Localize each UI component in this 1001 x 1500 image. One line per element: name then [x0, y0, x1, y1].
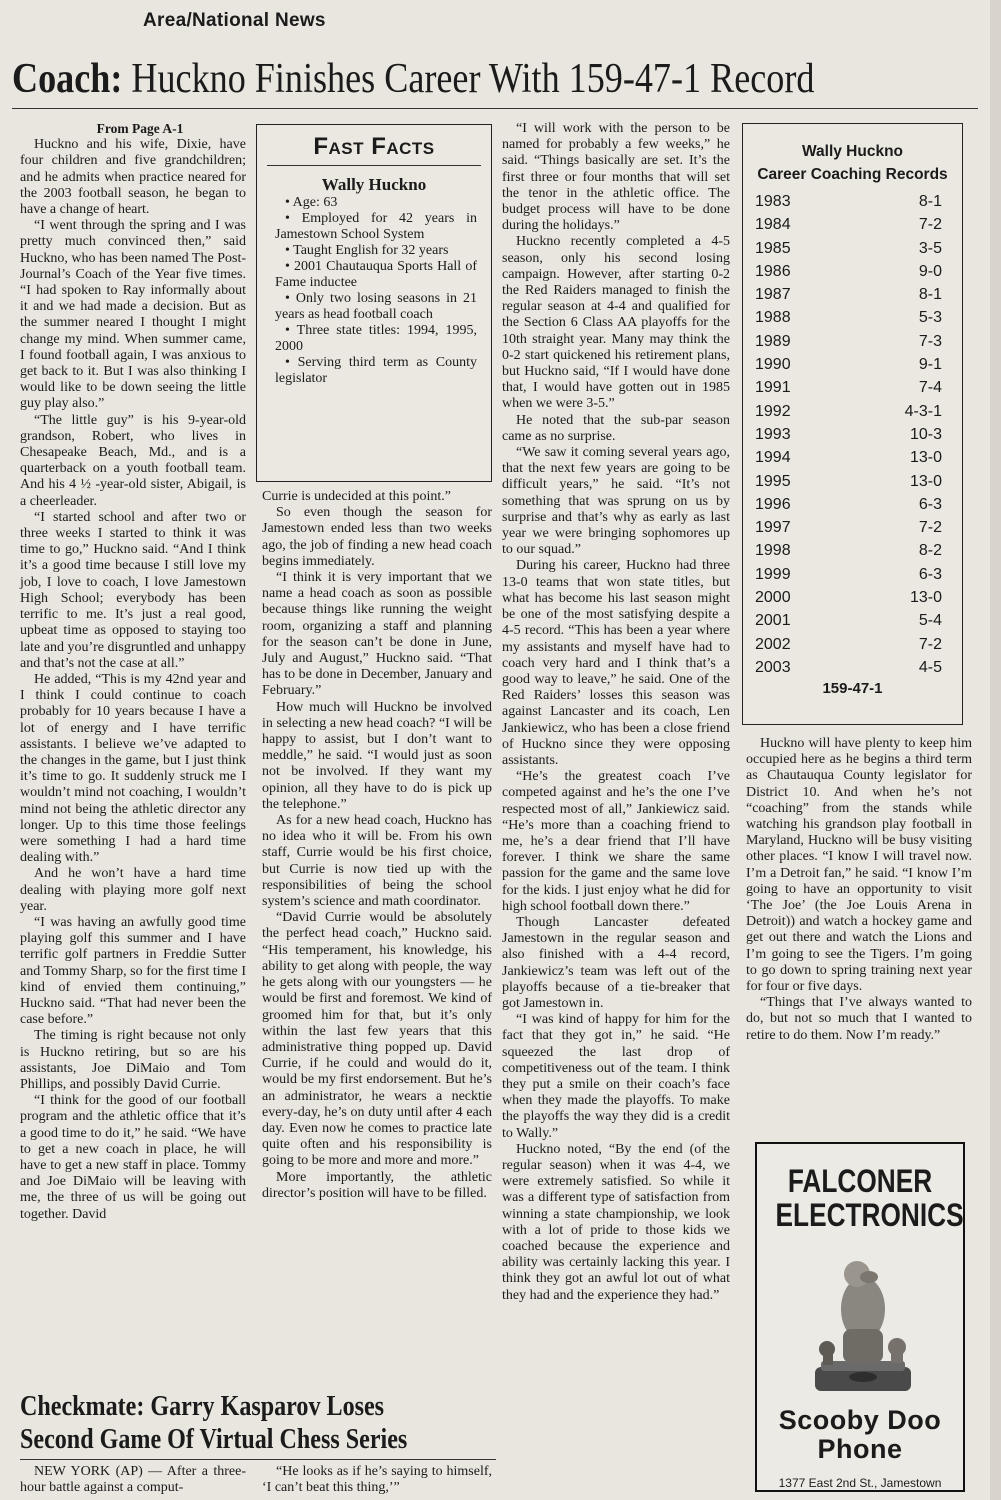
record-row — [755, 540, 942, 563]
fast-facts-list — [275, 195, 477, 387]
ad-company-line-2: ELECTRONICS — [775, 1197, 964, 1233]
paragraph: “I went through the spring and I was pretty much convinced then,” said Huckno, who has been named The Post-Journal’s Coach of the Year five times. “I had spoken to Ray informally about it and we had made a decision. But as the summer neared I thought I might change my mind. When summer came, I found football again, I was anxious to get back to it. But I was also thinking I would like to be down seeing the little guy play also.” — [20, 218, 246, 412]
record-value: 13-0 — [909, 589, 942, 607]
record-year: 1990 — [755, 356, 791, 374]
record-row — [755, 634, 942, 657]
record-value: 8-1 — [918, 286, 942, 304]
record-year: 1984 — [755, 216, 791, 234]
record-row — [755, 657, 942, 680]
fast-facts-rule — [267, 165, 481, 166]
record-row — [755, 261, 942, 284]
article-column-3 — [502, 121, 730, 1304]
fast-facts-title: Fast Facts — [313, 133, 435, 160]
paragraph: The timing is right because not only is Huckno retiring, but so are his assistants, Joe DiMaio and Tom Phillips, and possibly David Currie. — [20, 1028, 246, 1092]
from-page-label: From Page A-1 — [96, 121, 184, 136]
record-row — [755, 238, 942, 261]
ad-product-line-1: Scooby Doo — [778, 1405, 942, 1435]
paragraph: Huckno recently completed a 4-5 season, only his second losing campaign. However, after starting 0-2 the Red Raiders managed to finish the regular season at 4-4 and qualified for the Section 6 Class AA playoffs for the 10th straight year. Many may think the 0-2 start quickened his retirement plans, but Huckno said, “If I would have done that, I would have gotten out in 1985 when we were 3-5.” — [502, 234, 730, 412]
fast-fact-item: • 2001 Chautauqua Sports Hall of Fame inductee — [275, 259, 477, 290]
record-value: 9-1 — [918, 356, 942, 374]
paragraph: “Things that I’ve always wanted to do, but not so much that I wanted to retire to do them. Now I’m ready.” — [746, 995, 972, 1043]
falconer-electronics-ad — [755, 1142, 965, 1492]
record-year: 1983 — [755, 193, 791, 210]
record-row — [755, 494, 942, 517]
paragraph: NEW YORK (AP) — After a three-hour battle against a comput- — [20, 1464, 246, 1496]
record-row — [755, 284, 942, 307]
scooby-doo-phone-image — [807, 1249, 919, 1399]
career-records-box — [742, 123, 963, 725]
second-story-rule — [20, 1459, 496, 1460]
record-row — [755, 564, 942, 587]
paragraph: And he won’t have a hard time dealing with playing more golf next year. — [20, 866, 246, 914]
record-year: 1988 — [755, 309, 791, 327]
headline — [12, 56, 855, 102]
ad-product-line-2: Phone — [817, 1434, 903, 1464]
headline-rule — [12, 108, 978, 109]
record-year: 2002 — [755, 635, 791, 653]
record-value: 4-5 — [918, 658, 942, 676]
record-year: 2000 — [755, 589, 791, 607]
paragraph: Huckno and his wife, Dixie, have four children and five grandchildren; and he admits when practice neared for the 2003 football season, he began to have a change of heart. — [20, 137, 246, 218]
record-value: 3-5 — [918, 239, 942, 257]
record-value: 8-1 — [918, 193, 942, 210]
second-story-headline — [20, 1390, 433, 1456]
second-headline-line-1: Checkmate: Garry Kasparov Loses — [20, 1391, 385, 1422]
record-year: 1987 — [755, 286, 791, 304]
paragraph: Huckno will have plenty to keep him occupied here as he begins a third term as Chautauqua County legislator for District 10. And when he’s not “coaching” from the stands while watching his grandson play football in Maryland, Huckno will be busy visiting other places. “I know I will travel now. I’m a Detroit fan,” he said. “I know I’m going to have an opportunity to visit ‘The Joe’ (the Joe Louis Arena in Detroit)) and watch a hockey game and get out there and watch the Lions and I’m going to see the Tigers. I’m going to go down to spring training next year for four or five days. — [746, 736, 972, 995]
section-label: Area/National News — [143, 10, 326, 31]
fast-fact-item: • Serving third term as County legislator — [275, 355, 477, 386]
record-year: 1997 — [755, 519, 791, 537]
record-row — [755, 354, 942, 377]
record-year: 1995 — [755, 472, 791, 490]
paragraph: He added, “This is my 42nd year and I think I could continue to coach probably for 10 years because I have a lot of energy and I have terrific assistants. I believe we’ve adapted to the changes in the game, but I just think it’s time to go. It suddenly struck me I wouldn’t mind not coaching, I wouldn’t mind not being the athletic director any longer. Up to this time those feelings were something I had a hard time dealing with.” — [20, 671, 246, 866]
record-year: 1994 — [755, 449, 791, 467]
record-row — [755, 517, 942, 540]
records-total: 159-47-1 — [822, 680, 883, 697]
record-value: 5-4 — [918, 612, 942, 630]
paragraph: He noted that the sub-par season came as no surprise. — [502, 412, 730, 444]
record-year: 2001 — [755, 612, 791, 630]
paragraph: “I was kind of happy for him for the fact that they got in,” he said. “He squeezed the last drop of competitiveness out of the team. I think they put a smile on their coach’s face when they made the playoffs. To make the playoffs the way they did is a credit to Wally.” — [502, 1012, 730, 1141]
records-title: Wally Huckno — [801, 143, 904, 160]
record-value: 6-3 — [918, 495, 942, 513]
headline-rest: Huckno Finishes Career With 159-47-1 Record — [122, 56, 815, 102]
record-row — [755, 447, 942, 470]
ad-company-line-1: FALCONER — [787, 1163, 933, 1199]
paragraph: “I was having an awfully good time playing golf this summer and I have terrific golf partners in Freddie Sutter and Tommy Sharp, so for the first time I kind of envied them continuing,” Huckno said. “That had never been the case before.” — [20, 914, 246, 1028]
fast-facts-box — [256, 124, 492, 482]
record-row — [755, 191, 942, 214]
record-row — [755, 610, 942, 633]
record-value: 7-2 — [918, 216, 942, 234]
record-year: 1992 — [755, 402, 791, 420]
record-value: 7-4 — [918, 379, 942, 397]
fast-fact-item: • Three state titles: 1994, 1995, 2000 — [275, 323, 477, 354]
paragraph: “I think it is very important that we name a head coach as soon as possible because things like running the weight room, organizing a staff and planning for the season can’t be done in June, July and August,” Huckno said. “That has to be done in December, January and February.” — [262, 570, 492, 699]
record-row — [755, 214, 942, 237]
record-value: 6-3 — [918, 565, 942, 583]
record-year: 1999 — [755, 565, 791, 583]
record-row — [755, 377, 942, 400]
record-year: 1991 — [755, 379, 791, 397]
record-row — [755, 587, 942, 610]
record-year: 1989 — [755, 332, 791, 350]
records-table — [755, 191, 942, 680]
record-year: 1996 — [755, 495, 791, 513]
paragraph: “I think for the good of our football program and the athletic office that it’s a good time to do it,” he said. “We have to get a new coach in place, he will have to get a new staff in place. Tommy and Joe DiMaio will be leaving with me, the three of us will be going out together. David — [20, 1093, 246, 1222]
fast-facts-name: Wally Huckno — [321, 175, 427, 194]
headline-lead: Coach: — [12, 56, 123, 102]
article-column-1 — [20, 121, 246, 1223]
paragraph: Though Lancaster defeated Jamestown in the regular season and also finished with a 4-4 record, Jankiewicz’s team was left out of the playoffs because of a tie-breaker that got Jamestown in. — [502, 914, 730, 1011]
paragraph: “He’s the greatest coach I’ve competed against and he’s the one I’ve respected most of all,” Jankiewicz said. “He’s more than a coaching friend to me, he’s a dear friend that I’ll have forever. I think we share the same passion for the game and the same love for the kids. I just enjoy what he did for high school football down there.” — [502, 769, 730, 914]
paragraph: How much will Huckno be involved in selecting a new head coach? “I will be happy to assist, but I don’t want to meddle,” he said. “I would just as soon not be involved. If they want my opinion, all they have to do is pick up the telephone.” — [262, 699, 492, 812]
record-year: 1986 — [755, 262, 791, 280]
fast-fact-item: • Taught English for 32 years — [285, 243, 449, 258]
record-value: 7-2 — [918, 519, 942, 537]
record-row — [755, 331, 942, 354]
fast-fact-item: • Employed for 42 years in Jamestown School System — [275, 211, 477, 242]
ad-product — [757, 1406, 963, 1464]
record-value: 13-0 — [909, 449, 942, 467]
record-year: 1993 — [755, 425, 791, 443]
record-row — [755, 424, 942, 447]
ad-address: 1377 East 2nd St., Jamestown — [778, 1476, 942, 1490]
fast-fact-item: • Age: 63 — [285, 195, 338, 210]
second-story-column-1 — [20, 1464, 246, 1496]
paragraph: “I started school and after two or three weeks I started to think it was time to go,” Huckno said. “And I think it’s a good time because I still love my job, I love to coach, I love Jamestown High School; everybody has been terrific to me. It’s just a real good, upbeat time as opposed to staying too late and you’re disgruntled and unhappy and that’s not the case at all.” — [20, 509, 246, 671]
page-edge — [990, 0, 1001, 1500]
paragraph: During his career, Huckno had three 13-0 teams that won state titles, but what has become his last season might be one of the most satisfying despite a 4-5 record. “This has been a year where my assistants and myself have had to coach very hard and I think that’s a good way to leave,” he said. One of the Red Raiders’ losses this season was against Lancaster and its coach, Len Jankiewicz, who has been a close friend of Huckno since they were opposing assistants. — [502, 558, 730, 768]
paragraph: “I will work with the person to be named for probably a few weeks,” he said. “Things basically are set. It’s the first three or four months that will set the tenor in the athletic office. The budget process will have to be done during the holidays.” — [502, 121, 730, 234]
paragraph: As for a new head coach, Huckno has no idea who it will be. From his own staff, Currie would be his first choice, but Currie is now tied up with the responsibilities of being the school system’s science and math coordinator. — [262, 813, 492, 910]
record-year: 1985 — [755, 239, 791, 257]
record-row — [755, 307, 942, 330]
record-value: 4-3-1 — [904, 402, 942, 420]
record-year: 2003 — [755, 658, 791, 676]
paragraph: Huckno noted, “By the end (of the regular season) when it was 4-4, we were extremely satisfied. So while it was a different type of satisfaction from winning a state championship, we look with a lot of pride to those kids we coached because the experience and ability was certainly lacking this year. I think they got an awful lot out of what they had and the experience they had.” — [502, 1141, 730, 1303]
paragraph: “The little guy” is his 9-year-old grandson, Robert, who lives in Chesapeake Beach, Md., and is a quarterback on a youth football team. And his 4 ½ -year-old sister, Abigail, is a cheerleader. — [20, 412, 246, 509]
second-headline-line-2: Second Game Of Virtual Chess Series — [20, 1424, 408, 1455]
record-value: 13-0 — [909, 472, 942, 490]
record-value: 9-0 — [918, 262, 942, 280]
paragraph: Currie is undecided at this point.” — [262, 489, 451, 504]
record-row — [755, 401, 942, 424]
paragraph: More importantly, the athletic director’s position will have to be filled. — [262, 1169, 492, 1201]
second-story-column-2 — [262, 1464, 492, 1496]
record-value: 10-3 — [909, 425, 942, 443]
paragraph: “He looks as if he’s saying to himself, ‘I can’t beat this thing,’” — [262, 1464, 492, 1496]
fast-fact-item: • Only two losing seasons in 21 years as head football coach — [275, 291, 477, 322]
paragraph: “David Currie would be absolutely the perfect head coach,” Huckno said. “His temperament, his knowledge, his ability to get along with people, the way he gets along with our youngsters — he would be first and foremost. We kind of groomed him for that, but it’s only within the last few years that this administrative thing popped up. David Currie, if he could and would do it, would be my first endorsement. But he’s an administrator, he wears a necktie every-day, he’s on duty until after 4 each day. Even now he comes to practice late quite often and his responsibility is going to be more and more and more.” — [262, 910, 492, 1169]
paragraph: “We saw it coming several years ago, that the next few years are going to be difficult years,” he said. “It’s not something that was sprung on us by surprise and that’s why as early as last year we were bringing sophomores up to our squad.” — [502, 445, 730, 558]
paragraph: So even though the season for Jamestown ended less than two weeks ago, the job of finding a new head coach begins immediately. — [262, 505, 492, 569]
record-value: 5-3 — [918, 309, 942, 327]
record-value: 7-3 — [918, 332, 942, 350]
article-column-2 — [262, 489, 492, 1202]
record-row — [755, 471, 942, 494]
record-value: 7-2 — [918, 635, 942, 653]
article-column-4 — [746, 736, 972, 1044]
record-year: 1998 — [755, 542, 791, 560]
record-value: 8-2 — [918, 542, 942, 560]
ad-company — [775, 1163, 964, 1233]
records-subtitle: Career Coaching Records — [757, 166, 948, 183]
